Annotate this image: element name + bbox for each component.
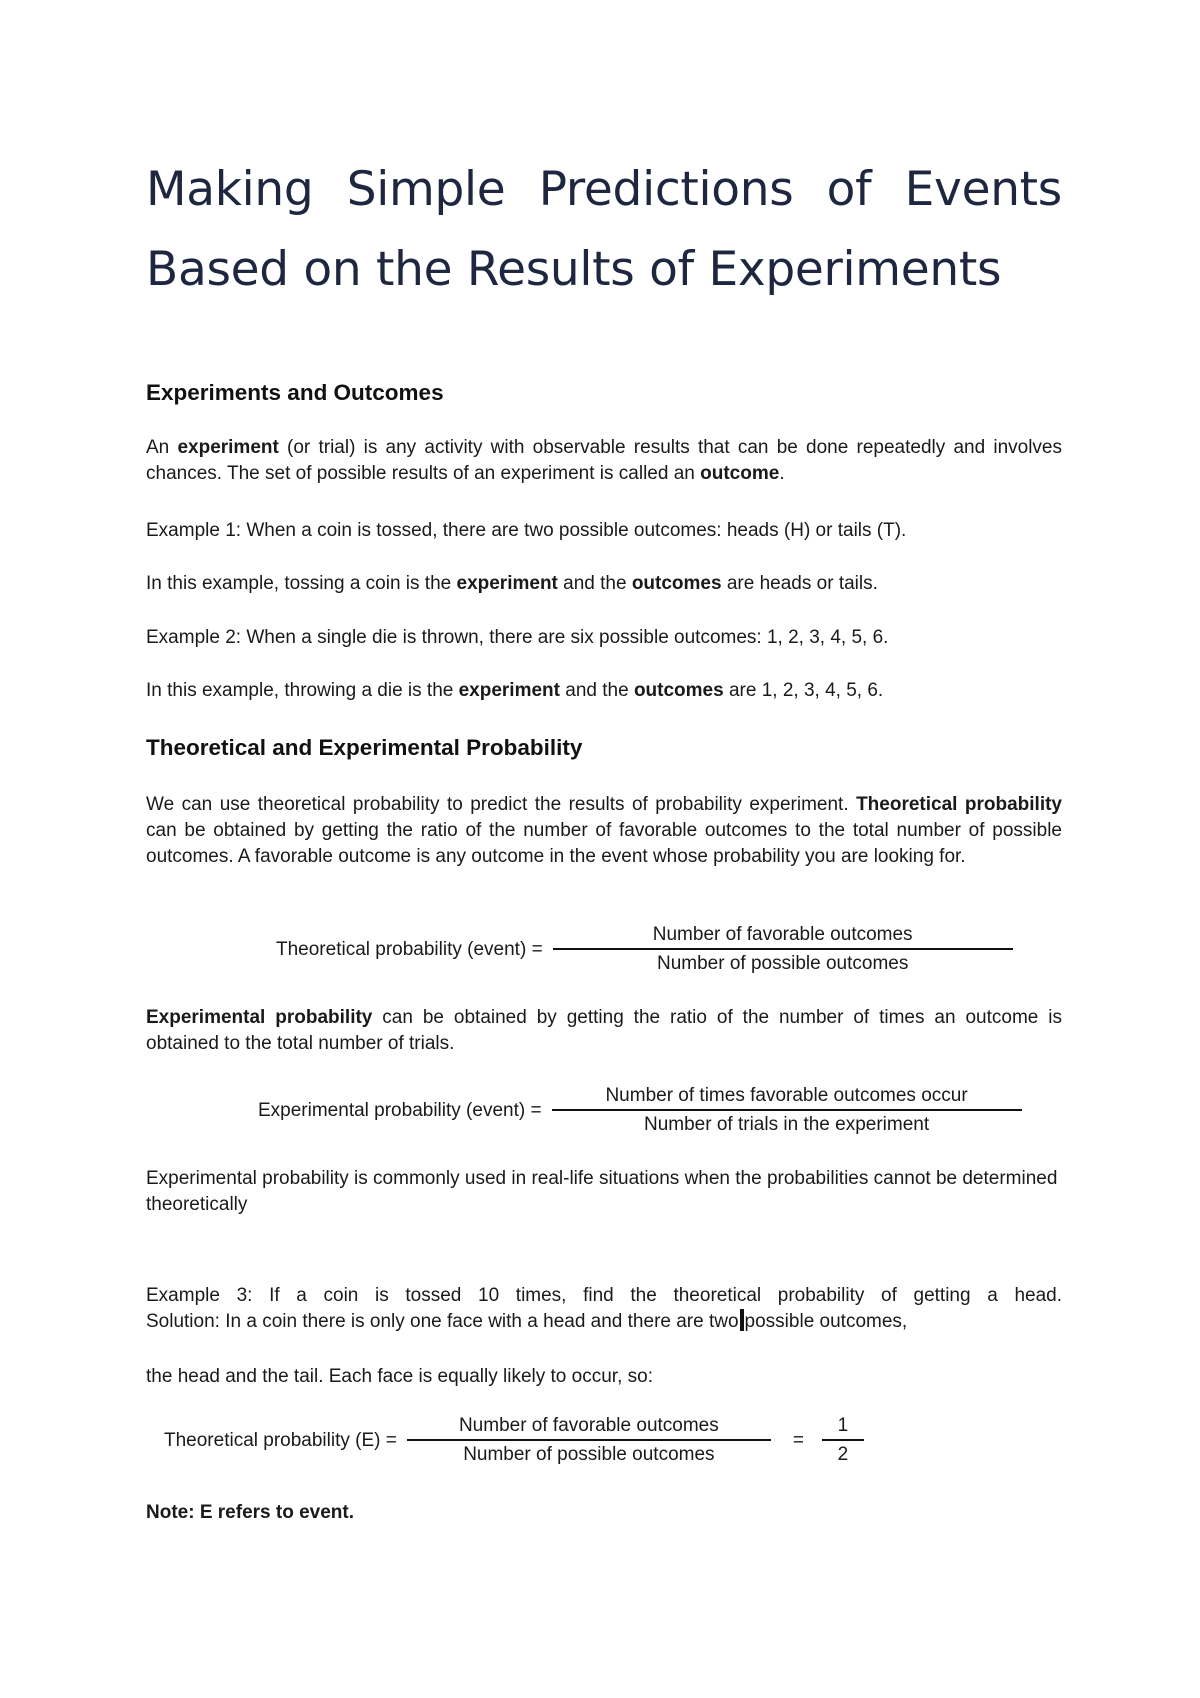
example-2: Example 2: When a single die is thrown, there are six possible outcomes: 1, 2, 3, 4, 5, 6. (146, 627, 889, 648)
fraction (552, 1084, 1022, 1137)
formula-label: Experimental probability (event) = (258, 1099, 542, 1121)
fraction-denominator: Number of possible outcomes (657, 953, 909, 974)
example-2-note: In this example, throwing a die is the experiment and the outcomes are 1, 2, 3, 4, 5, 6. (146, 680, 884, 701)
fraction-numerator: Number of favorable outcomes (407, 1414, 771, 1441)
experimental-paragraph: Experimental probability can be obtained by getting the ratio of the number of times an outcome is obtained to the total number of trials. (146, 1007, 1062, 1054)
example-1-note: In this example, tossing a coin is the experiment and the outcomes are heads or tails. (146, 573, 878, 594)
fraction (553, 923, 1013, 976)
text-cursor (740, 1309, 744, 1331)
example-3-line-3: the head and the tail. Each face is equally likely to occur, so: (146, 1366, 653, 1387)
equals-sign: = (792, 1429, 804, 1451)
fraction-denominator: Number of trials in the experiment (644, 1114, 930, 1135)
example-1: Example 1: When a coin is tossed, there are two possible outcomes: heads (H) or tails (T). (146, 520, 907, 541)
experimental-formula (258, 1084, 1022, 1137)
result-numerator: 1 (822, 1414, 864, 1441)
fraction-numerator: Number of times favorable outcomes occur (552, 1084, 1022, 1111)
fraction-denominator: Number of possible outcomes (463, 1444, 715, 1465)
title-line-1: Making Simple Predictions of Events (146, 162, 1062, 217)
result-denominator: 2 (837, 1444, 849, 1465)
result-fraction (822, 1414, 864, 1467)
example-3-line-2: Solution: In a coin there is only one face with a head and there are two possible outcomes, (146, 1311, 908, 1332)
experimental-usage-paragraph: Experimental probability is commonly used in real-life situations when the probabilities cannot be determined theoretically (146, 1168, 1058, 1215)
theoretical-paragraph: We can use theoretical probability to predict the results of probability experiment. Theoretical probability can be obtained by getting the ratio of the number of favorable outcomes to the total number of possible outcomes. A favorable outcome is any outcome in the event whose probability you are looking for. (146, 794, 1062, 867)
heading-probability: Theoretical and Experimental Probability (146, 735, 583, 760)
fraction-numerator: Number of favorable outcomes (553, 923, 1013, 950)
example-formula (164, 1414, 864, 1467)
fraction (407, 1414, 771, 1467)
formula-label: Theoretical probability (E) = (164, 1429, 397, 1451)
page-title (146, 150, 1062, 310)
theoretical-formula (276, 923, 1013, 976)
example-3-line-1: Example 3: If a coin is tossed 10 times, find the theoretical probability of getting a head. (146, 1285, 1062, 1306)
heading-experiments-outcomes: Experiments and Outcomes (146, 380, 444, 405)
note: Note: E refers to event. (146, 1502, 354, 1523)
intro-paragraph: An experiment (or trial) is any activity with observable results that can be done repeatedly and involves chances. The set of possible results of an experiment is called an outcome. (146, 437, 1062, 484)
title-line-2: Based on the Results of Experiments (146, 242, 1002, 297)
formula-label: Theoretical probability (event) = (276, 938, 543, 960)
